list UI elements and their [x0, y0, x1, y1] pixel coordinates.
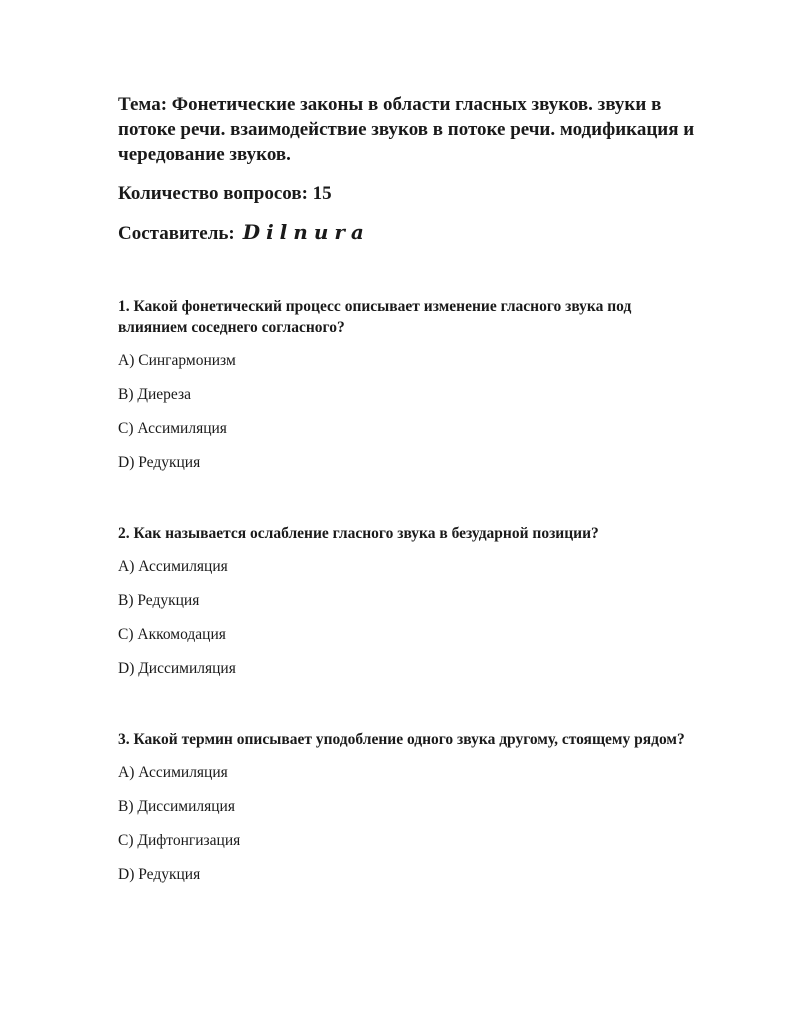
question-block-1	[118, 296, 698, 473]
answer-option: A) Ассимиляция	[118, 764, 228, 781]
answer-option: C) Дифтонгизация	[118, 832, 241, 849]
author-line	[118, 220, 698, 246]
author-signature: Dilnura	[242, 220, 370, 244]
document-title: Тема: Фонетические законы в области гласных звуков. звуки в потоке речи. взаимодействие звуков в потоке речи. модификация и чередование звуков.	[118, 94, 695, 165]
question-text: 2. Как называется ослабление гласного звука в безударной позиции?	[118, 525, 599, 542]
author-label: Составитель:	[118, 223, 235, 244]
answer-option: C) Аккомодация	[118, 626, 226, 643]
answer-option: B) Диереза	[118, 386, 191, 403]
answer-option: A) Сингармонизм	[118, 352, 236, 369]
question-text: 1. Какой фонетический процесс описывает изменение гласного звука под влиянием соседнего согласного?	[118, 298, 632, 336]
answer-option: B) Диссимиляция	[118, 798, 235, 815]
document-content	[118, 92, 698, 885]
answer-option: B) Редукция	[118, 592, 200, 609]
answer-option: D) Редукция	[118, 454, 201, 471]
answer-option: A) Ассимиляция	[118, 558, 228, 575]
question-block-2	[118, 523, 698, 679]
question-text: 3. Какой термин описывает уподобление одного звука другому, стоящему рядом?	[118, 731, 685, 748]
answer-option: D) Редукция	[118, 866, 201, 883]
question-count: Количество вопросов: 15	[118, 183, 332, 204]
question-block-3	[118, 729, 698, 885]
answer-option: D) Диссимиляция	[118, 660, 236, 677]
answer-option: C) Ассимиляция	[118, 420, 227, 437]
